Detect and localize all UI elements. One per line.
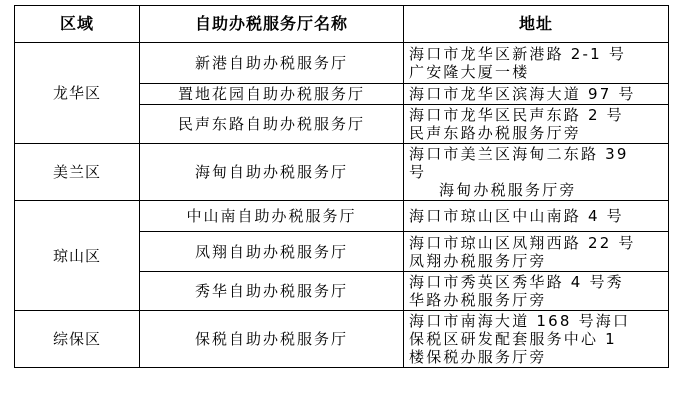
address-cell — [404, 232, 669, 272]
hall-name-cell: 海甸自助办税服务厅 — [140, 144, 404, 201]
hall-name-cell: 凤翔自助办税服务厅 — [140, 232, 404, 272]
address-line: 楼保税办服务厅旁 — [409, 348, 547, 366]
address-line: 海口市琼山区凤翔西路 22 号 — [409, 233, 636, 252]
address-cell — [404, 311, 669, 368]
hall-name-cell: 置地花园自助办税服务厅 — [140, 84, 404, 105]
header-address: 地址 — [404, 6, 669, 43]
hall-name-cell: 中山南自助办税服务厅 — [140, 201, 404, 232]
region-cell: 龙华区 — [15, 43, 140, 144]
hall-name-cell: 民声东路自助办税服务厅 — [140, 105, 404, 144]
address-line: 保税区研发配套服务中心 1 — [409, 330, 617, 348]
address-line: 海甸办税服务厅旁 — [439, 181, 577, 199]
table-header-row — [15, 6, 669, 43]
address-line: 海口市龙华区民声东路 2 号 — [409, 106, 624, 124]
address-line: 海口市美兰区海甸二东路 39 — [409, 145, 629, 163]
table-row — [15, 201, 669, 232]
address-cell — [404, 43, 669, 84]
table-row — [15, 43, 669, 84]
table-row — [15, 144, 669, 201]
region-cell: 美兰区 — [15, 144, 140, 201]
address-cell — [404, 272, 669, 311]
address-line: 海口市龙华区滨海大道 97 号 — [409, 85, 636, 103]
address-line: 海口市秀英区秀华路 4 号秀 — [409, 273, 624, 291]
address-line: 海口市琼山区中山南路 4 号 — [409, 207, 624, 225]
address-line: 广安隆大厦一楼 — [409, 63, 530, 81]
hall-name-cell: 保税自助办税服务厅 — [140, 311, 404, 368]
address-line: 号 — [409, 163, 427, 181]
hall-name-cell: 秀华自助办税服务厅 — [140, 272, 404, 311]
address-line: 民声东路办税服务厅旁 — [409, 124, 582, 142]
address-cell — [404, 201, 669, 232]
address-line: 海口市龙华区新港路 2-1 号 — [409, 45, 627, 63]
table-row — [15, 311, 669, 368]
hall-name-cell: 新港自助办税服务厅 — [140, 43, 404, 84]
address-line: 凤翔办税服务厅旁 — [409, 251, 547, 270]
region-cell: 琼山区 — [15, 201, 140, 311]
address-cell — [404, 105, 669, 144]
address-cell — [404, 84, 669, 105]
header-hall-name: 自助办税服务厅名称 — [140, 6, 404, 43]
service-hall-table — [14, 5, 669, 368]
header-region: 区域 — [15, 6, 140, 43]
address-cell — [404, 144, 669, 201]
region-cell: 综保区 — [15, 311, 140, 368]
address-line: 海口市南海大道 168 号海口 — [409, 312, 631, 330]
address-line: 华路办税服务厅旁 — [409, 291, 547, 309]
